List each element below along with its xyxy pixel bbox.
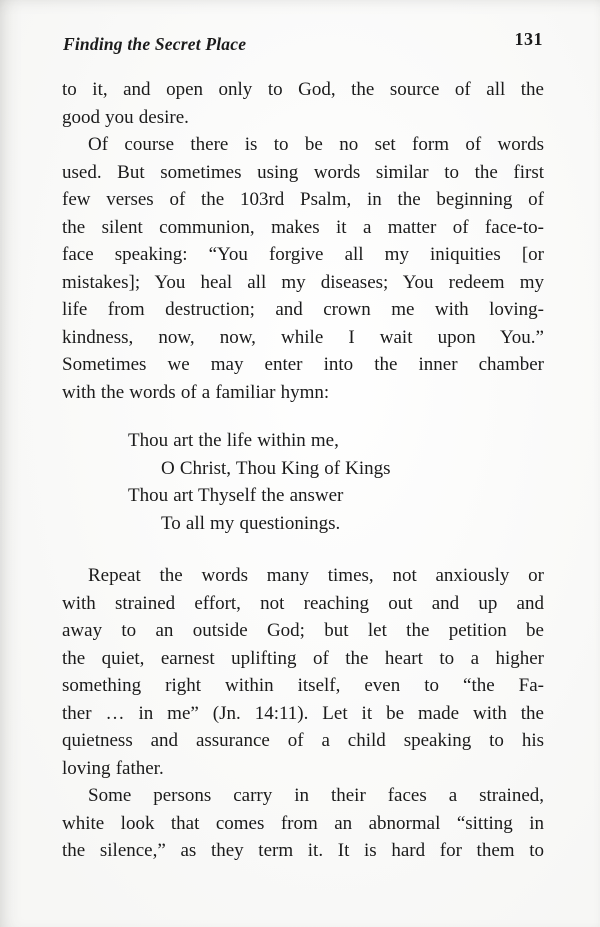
verse-line: To all my questionings. <box>161 512 341 534</box>
text-line: Sometimes we may enter into the inner chamber <box>62 354 544 375</box>
text-line: good you desire. <box>62 106 189 128</box>
text-line: white look that comes from an abnormal “sitting in <box>62 812 544 834</box>
text-line: to it, and open only to God, the source of all the <box>62 79 544 100</box>
text-line: with strained effort, not reaching out and up and <box>62 592 544 614</box>
text-line: Some persons carry in their faces a strained, <box>88 785 544 806</box>
page-number: 131 <box>514 29 543 49</box>
text-line: kindness, now, now, while I wait upon You.” <box>62 326 544 348</box>
text-line: the silent communion, makes it a matter of face-to- <box>62 216 544 238</box>
verse-line: Thou art Thyself the answer <box>128 485 344 506</box>
text-line: the silence,” as they term it. It is hard for them to <box>62 840 544 861</box>
paragraph <box>62 782 544 865</box>
text-line: face speaking: “You forgive all my iniquities [or <box>62 244 544 265</box>
text-line: Of course there is to be no set form of words <box>88 134 544 155</box>
paragraph <box>62 131 544 406</box>
text-line: the quiet, earnest uplifting of the heart to a higher <box>62 647 544 669</box>
verse-line: Thou art the life within me, <box>128 430 339 451</box>
text-line: away to an outside God; but let the petition be <box>62 620 544 641</box>
text-line: mistakes]; You heal all my diseases; You redeem my <box>62 271 544 293</box>
paragraph <box>62 562 544 782</box>
verse-line: O Christ, Thou King of Kings <box>161 457 391 479</box>
page-body <box>62 76 544 865</box>
text-line: used. But sometimes using words similar to the first <box>62 161 544 183</box>
page-header <box>0 0 600 55</box>
running-head-title: Finding the Secret Place <box>63 34 247 54</box>
text-line: Repeat the words many times, not anxiously or <box>88 565 544 586</box>
verse-block <box>128 427 544 537</box>
text-line: loving father. <box>62 757 164 779</box>
text-line: life from destruction; and crown me with loving- <box>62 299 544 320</box>
text-line: something right within itself, even to “the Fa- <box>62 675 544 696</box>
text-line: quietness and assurance of a child speaking to his <box>62 730 544 751</box>
text-line: with the words of a familiar hymn: <box>62 381 330 403</box>
paragraph <box>62 76 544 131</box>
text-line: few verses of the 103rd Psalm, in the beginning of <box>62 189 544 210</box>
text-line: ther … in me” (Jn. 14:11). Let it be made with the <box>62 702 544 724</box>
